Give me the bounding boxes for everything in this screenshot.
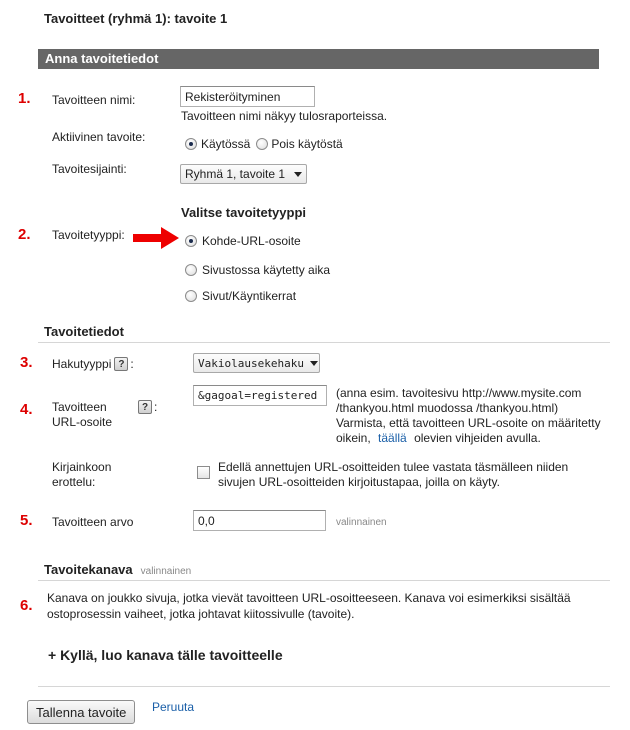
divider: [38, 580, 610, 581]
active-on-label: Käytössä: [201, 137, 251, 151]
case-text-line1: Edellä annettujen URL-osoitteiden tulee vastata täsmälleen niiden: [218, 460, 569, 474]
goal-name-input[interactable]: [180, 86, 315, 107]
match-type-colon: :: [130, 357, 134, 371]
page-title: Tavoitteet (ryhmä 1): tavoite 1: [44, 11, 228, 26]
match-type-label-group: [52, 357, 134, 371]
goal-value-label: Tavoitteen arvo: [52, 515, 134, 529]
goal-type-url-label: Kohde-URL-osoite: [202, 234, 301, 248]
goal-type-option-pages[interactable]: [185, 289, 296, 303]
funnel-text-line2: ostoprosessin vaiheet, jotka johtavat kiitossivulle (tavoite).: [47, 607, 355, 621]
goal-type-time-label: Sivustossa käytetty aika: [202, 263, 331, 277]
goal-url-label-line1: Tavoitteen: [52, 400, 107, 414]
goal-url-colon: :: [154, 400, 158, 414]
marker-3: 3.: [20, 354, 33, 371]
goal-type-time-radio[interactable]: [185, 264, 197, 276]
active-off-label: Pois käytöstä: [271, 137, 343, 151]
goal-type-heading: Valitse tavoitetyyppi: [181, 205, 306, 220]
section-header: Anna tavoitetiedot: [38, 49, 599, 69]
goal-url-label-line2: URL-osoite: [52, 415, 113, 429]
funnel-text-line1: Kanava on joukko sivuja, jotka vievät tavoitteen URL-osoitteeseen. Kanava voi esimerkiksi sisältää: [47, 591, 571, 605]
divider: [38, 686, 610, 687]
goal-type-pages-radio[interactable]: [185, 290, 197, 302]
case-label-line2: erottelu:: [52, 475, 96, 489]
chevron-down-icon: [294, 172, 302, 177]
case-label: [52, 460, 111, 490]
create-funnel-link[interactable]: + Kyllä, luo kanava tälle tavoitteelle: [48, 647, 283, 663]
match-type-label: Hakutyyppi: [52, 357, 112, 371]
marker-6: 6.: [20, 597, 33, 614]
save-button[interactable]: Tallenna tavoite: [27, 700, 135, 724]
cancel-link[interactable]: Peruuta: [152, 700, 195, 714]
goal-position-value: Ryhmä 1, tavoite 1: [185, 167, 286, 181]
goal-details-heading: Tavoitetiedot: [44, 324, 124, 339]
goal-type-option-time[interactable]: [185, 263, 330, 277]
goal-value-optional: valinnainen: [336, 517, 387, 528]
goal-url-help-line3: Varmista, että tavoitteen URL-osoite on määritetty: [336, 416, 601, 430]
divider: [38, 342, 610, 343]
active-goal-label: Aktiivinen tavoite:: [52, 130, 146, 144]
goal-url-help-pre: oikein,: [336, 431, 371, 445]
marker-1: 1.: [18, 90, 31, 107]
goal-url-label: [52, 400, 112, 430]
help-icon[interactable]: ?: [114, 357, 128, 371]
goal-position-select[interactable]: [180, 164, 307, 184]
funnel-description: [47, 590, 612, 622]
case-text: [218, 460, 568, 490]
goal-url-help-line4: [336, 431, 606, 446]
case-label-line1: Kirjainkoon: [52, 460, 112, 474]
case-text-line2: sivujen URL-osoitteiden kirjoitustapaa, joilla on käyty.: [218, 475, 500, 489]
goal-type-option-url[interactable]: [185, 234, 301, 248]
match-type-select[interactable]: [193, 353, 320, 373]
active-off-radio[interactable]: [256, 138, 268, 150]
goal-url-help-group: [138, 400, 157, 414]
funnel-heading-group: [44, 562, 191, 577]
goal-position-label: Tavoitesijainti:: [52, 162, 127, 176]
marker-4: 4.: [20, 401, 33, 418]
goal-type-url-radio[interactable]: [185, 235, 197, 247]
goal-url-help-text: [336, 386, 606, 446]
help-icon[interactable]: ?: [138, 400, 152, 414]
goal-url-help-post: olevien vihjeiden avulla.: [414, 431, 541, 445]
funnel-heading: Tavoitekanava: [44, 562, 133, 577]
goal-value-input[interactable]: [193, 510, 326, 531]
match-type-value: Vakiolausekehaku: [198, 356, 304, 370]
marker-5: 5.: [20, 512, 33, 529]
goal-type-pages-label: Sivut/Käyntikerrat: [202, 289, 297, 303]
red-arrow-icon: [133, 227, 179, 249]
case-sensitive-checkbox[interactable]: [197, 466, 210, 479]
goal-url-help-line2: /thankyou.html muodossa /thankyou.html): [336, 401, 559, 415]
goal-url-input[interactable]: [193, 385, 327, 406]
goal-name-help: Tavoitteen nimi näkyy tulosraporteissa.: [181, 109, 388, 123]
tips-link[interactable]: täällä: [378, 431, 407, 445]
chevron-down-icon: [310, 361, 318, 366]
active-goal-group: [185, 137, 343, 151]
active-on-radio[interactable]: [185, 138, 197, 150]
funnel-optional: valinnainen: [140, 566, 192, 577]
goal-type-label: Tavoitetyyppi:: [52, 228, 125, 242]
marker-2: 2.: [18, 226, 31, 243]
goal-name-label: Tavoitteen nimi:: [52, 93, 136, 107]
goal-url-help-line1: (anna esim. tavoitesivu http://www.mysite.com: [336, 386, 582, 400]
